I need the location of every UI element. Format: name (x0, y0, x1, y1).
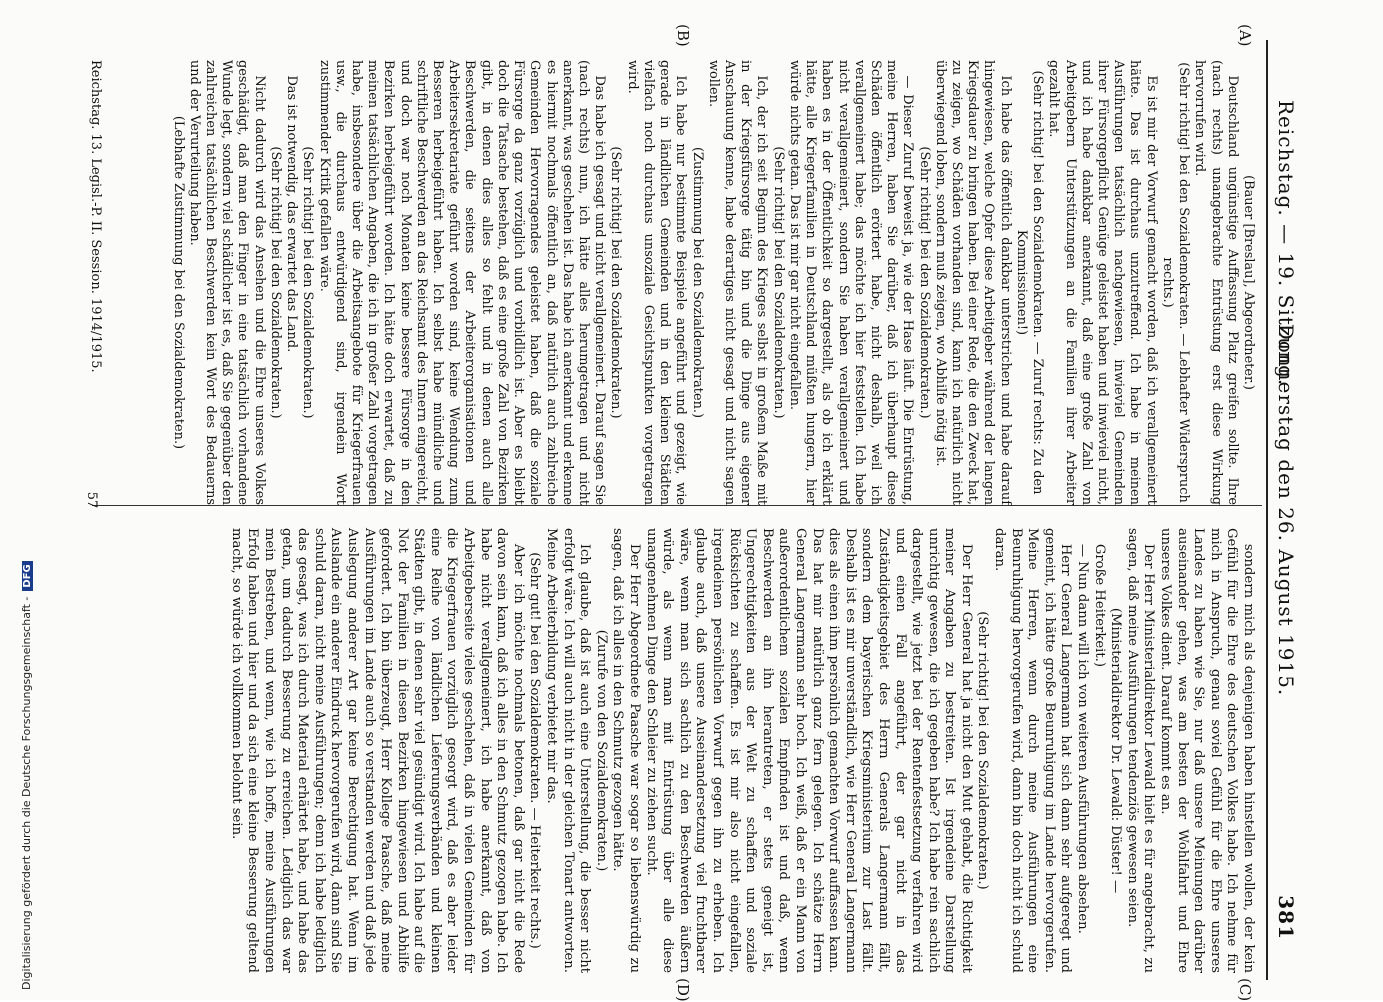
paragraph: Das habe ich gesagt und nicht verallgemeinert. Darauf sagen Sie (nach rechts) nun, ich hätte alles herumgetragen und nicht anerkannt, was geschehen ist. Das habe ich anerkannt und erkenne es hiermit nochmals öffentlich an, daß natürlich auch zahlreiche Gemeinden Hervorragendes geleistet haben, daß die soziale Fürsorge da ganz vorzüglich und vorbildlich ist. Aber es bleibt doch die Tatsache bestehen, daß es eine große Zahl von Bezirken gibt, in denen dies alles so fehlt und in denen auch alle Beschwerden, die seitens der Arbeiterorganisationen und Arbeitersekretariate geführt worden sind, keine Wendung zum Besseren herbeigeführt haben. Ich selbst habe mündliche und schriftliche Beschwerden an das Reichsamt des Innern eingereicht, und doch war noch Monaten keine bessere Fürsorge in den Bezirken herbeigeführt worden. Ich hätte doch erwartet, daß zu meinen tatsächlichen Angaben, die ich in großer Zahl vorgetragen habe, insbesondere über die Arbeitsangebote für Kriegerfrauen usw., die durchaus entwürdigend sind, irgendein Wort zustimmender Kritik gefallen wäre. (316, 60, 608, 505)
paragraph: (Sehr richtig! bei den Sozialdemokraten. — Lebhafter Widerspruch rechts.) (1159, 62, 1192, 503)
paragraph: Es ist mir der Vorwurf gemacht worden, daß ich verallgemeinert hätte. Das ist durchaus unzutreffend. Ich habe in meinen Ausführungen tatsächlich nachgewiesen, inwieviel Gemeinden ihrer Fürsorgepflicht Genüge geleistet haben und inwieviel nicht, und ich habe dankbar anerkannt, daß eine große Zahl von Arbeitgebern Unterstützungen an die Familien ihrer Arbeiter gezahlt hat. (1046, 60, 1159, 505)
paragraph: — Dieser Zuruf beweist ja, wie der Hase läuft. Die Entrüstung, meine Herren, haben Sie darüber, daß ich überhaupt diese Schäden öffentlich erörtert habe, nicht deshalb, weil ich verallgemeinert habe; das möchte ich hier feststellen. Ich habe nicht verallgemeinert, sondern Sie haben verallgemeinert und haben es in der Öffentlichkeit so dargestellt, als ob ich erklärt hätte, alle Kriegerfamilien in Deutschland müßten hungern, hier würde nichts getan. Das ist mir gar nicht eingefallen. (786, 60, 916, 505)
margin-mark-d: (D) (674, 978, 692, 1002)
paragraph: (Zurufe von den Sozialdemokraten.) (593, 629, 609, 872)
side-credit (0, 0, 33, 1000)
rotated-newspaper-page (62, 0, 1312, 1000)
margin-mark-a: (A) (1236, 24, 1254, 47)
paragraph: (Sehr richtig! bei den Sozialdemokraten.) (770, 146, 786, 419)
paragraph: (Sehr richtig! bei den Sozialdemokraten.) (300, 146, 316, 419)
dfg-logo: DFG (22, 561, 33, 590)
paragraph: Ich glaube, daß ist auch eine Unterstellung, die besser nicht erfolgt wäre. Ich will auch nicht in der gleichen Tonart antworten. Meine Arbeiterbildung verbietet mir das. (544, 528, 593, 973)
paragraph: Der Herr General hat ja nicht den Mut gehabt, die Richtigkeit meiner Angaben zu bestreiten. Ist irgendeine Darstellung unrichtig gewesen, die ich gegeben habe? Ich habe rein sachlich dargestellt, wie jetzt bei der Rentenfestsetzung verfahren wird und einen Fall angeführt, der gar nicht in das Zuständigkeitsgebiet des Herrn Generals Langermann fällt, sondern dem bayerischen Kriegsministerium zur Last fällt. Deshalb ist es mir unverständlich, wie Herr General Langermann dies als einen ihm persönlich gemachten Vorwurf auffassen kann. Das hat mir natürlich ganz fern gelegen. Ich schätze Herrn General Langermann sehr hoch. Ich weiß, daß er ein Mann von außerordentlichem sozialen Empfinden ist und daß, wenn Beschwerden an ihn herantreten, er stets geneigt ist, Ungerechtigkeiten aus der Welt zu schaffen und soziale Rücksichten zu schaffen. Es ist mir also nicht eingefallen, irgendeinen persönlichen Vorwurf gegen ihn zu erheben. Ich glaube auch, daß unsere Auseinandersetzung viel fruchtbarer wäre, wenn man sich sachlich zu den Beschwerden äußern würde, als wenn man mit Entrüstung über alle diese unangenehmen Dinge den Schleier zu ziehen sucht. (643, 528, 974, 973)
paragraph: Deutschland ungünstige Auffassung Platz greifen sollte. Ihre (nach rechts) unangebrachte Entrüstung erst diese Wirkung hervorrufen wird. (1192, 60, 1240, 505)
paragraph: Aber ich möchte nochmals betonen, daß gar nicht die Rede davon sein kann, daß ich alles in den Schmutz gezogen habe. Ich habe nicht verallgemeinert, ich habe anerkannt, daß von Arbeitgeberseite vieles geschehen, daß in vielen Gemeinden für die Kriegerfrauen vorzüglich gesorgt wird, daß es aber leider eine Reihe von ländlichen Lieferungsverbänden und kleinen Städten gibt, in denen sehr viel gesündigt wird. Ich habe auf die Not der Familien in diesen Bezirken hingewiesen und Abhilfe gefordert. Ich bin überzeugt, Herr Kollege Paasche, daß meine Ausführungen im Lande auch so verstanden werden und daß jede Auslegung anderer Art gar keine Berechtigung hat. Wenn im Auslande ein anderer Eindruck hervorgerufen wird, dann sind Sie schuld daran, nicht meine Ausführungen; denn ich habe lediglich das gesagt, was ich durch Material erhärtet habe, und habe das getan, um dadurch Besserung zu erreichen. Lediglich das war mein Bestreben, und wenn, wie ich hoffe, meine Ausführungen Erfolg haben und hier und da sich eine kleine Besserung geltend macht, so würde ich vollkommen belohnt sein. (228, 528, 526, 973)
left-column (169, 60, 1256, 505)
paragraph: sondern mich als denjenigen haben hinstellen wollen, der kein Gefühl für die Ehre des deutschen Volkes habe. Ich nehme für mich in Anspruch, genau soviel Gefühl für die Ehre unseres Landes zu haben wie Sie, nur daß unsere Meinungen darüber auseinander gehen, was am besten der Wohlfahrt und Ehre unseres Volkes dient. Darauf kommt es an. (1158, 528, 1256, 973)
paragraph: Das ist notwendig, das erwartet das Land. (284, 75, 300, 353)
paragraph: Große Heiterkeit.) (1091, 543, 1107, 667)
header-rule (1266, 40, 1268, 980)
header-page-number: 381 (1274, 895, 1298, 940)
paragraph: (Sehr richtig! bei den Sozialdemokraten.) (975, 611, 991, 890)
paragraph: (Sehr richtig! bei den Sozialdemokraten.) (267, 146, 283, 419)
paragraph: — Nun dann will ich von weiteren Ausführungen absehen. (1075, 543, 1091, 934)
header-date: Donnerstag den 26. August 1915. (1274, 323, 1298, 697)
paragraph: Der Herr Ministerialdirektor Lewald hielt es für angebracht, zu sagen, daß meine Ausführungen tendenziös gewesen seien. (1124, 528, 1157, 973)
paragraph: Der Herr Abgeordnete Paasche war sogar so liebenswürdig zu sagen, daß ich alles in den Schmutz gezogen hätte. (610, 528, 643, 973)
paragraph: (Sehr gut! bei den Sozialdemokraten. — Heiterkeit rechts.) (527, 552, 543, 949)
footer-session-note: Reichstag. 13. Legisl.-P. II. Session. 1914/1915. (88, 60, 103, 373)
column-divider (92, 505, 1262, 506)
paragraph: (Bauer [Breslau], Abgeordneter.) (1241, 175, 1256, 390)
page-header (1272, 60, 1298, 960)
footer-page-number: 57 (84, 491, 99, 509)
paragraph: Herr General Langermann hat sich dann sehr aufgeregt und gemeint, ich hätte große Beunruhigung im Lande hervorgerufen. Meine Herren, wenn durch meine Ausführungen eine Beunruhigung hervorgerufen wird, dann bin doch nicht ich schuld daran. (992, 528, 1074, 973)
paragraph: Nicht dadurch wird das Ansehen und die Ehre unseres Volkes geschädigt, daß man den Finger in eine tatsächlich vorhandene Wunde legt, sondern viel schädlicher ist es, daß Sie gegenüber den zahlreichen tatsächlichen Beschwerden kein Wort des Bedauerns und der Verurteilung haben. (186, 60, 267, 505)
paragraph: (Sehr richtig! bei den Sozialdemokraten. — Zuruf rechts: Zu den Kommissionen!) (1013, 70, 1046, 495)
paragraph: (Sehr richtig! bei den Sozialdemokraten.) (916, 146, 932, 419)
margin-mark-b: (B) (674, 24, 692, 47)
paragraph: (Sehr richtig! bei den Sozialdemokraten.) (608, 146, 624, 419)
margin-mark-c: (C) (1236, 978, 1254, 1002)
paragraph: (Zustimmung bei den Sozialdemokraten.) (689, 146, 705, 419)
paragraph: (Lebhafte Zustimmung bei den Sozialdemokraten.) (170, 115, 186, 450)
right-column (227, 528, 1256, 973)
paragraph: Ich, der ich seit Beginn des Krieges selbst in großem Maße mit in der Kriegsfürsorge tätig bin und die Dinge aus eigener Anschauung kenne, habe derartiges nicht gesagt und nicht sagen wollen. (705, 60, 770, 505)
header-session: Reichstag. — 19. Sitzung. (1274, 100, 1298, 387)
paragraph: (Ministerialdirektor Dr. Lewald: Düster! — (1108, 607, 1124, 894)
paragraph: Ich habe das öffentlich dankbar unterstrichen und habe darauf hingewiesen, welche Opfer diese Arbeitgeber während der langen Kriegsdauer zu bringen haben. Bei einer Rede, die den Zweck hat, zu zeigen, wo Schäden vorhanden sind, kann ich natürlich nicht überwiegend loben, sondern muß zeigen, wo Abhilfe nötig ist. (932, 60, 1013, 505)
credit-text: Digitalisierung gefördert durch die Deutsche Forschungsgemeinschaft - (20, 596, 33, 990)
paragraph: Ich habe nur bestimmte Beispiele angeführt und gezeigt, wie gerade in ländlichen Gemeinden und in den kleinen Städten vielfach noch durchaus unsoziale Gesichtspunkten vorgetragen wird. (624, 60, 689, 505)
